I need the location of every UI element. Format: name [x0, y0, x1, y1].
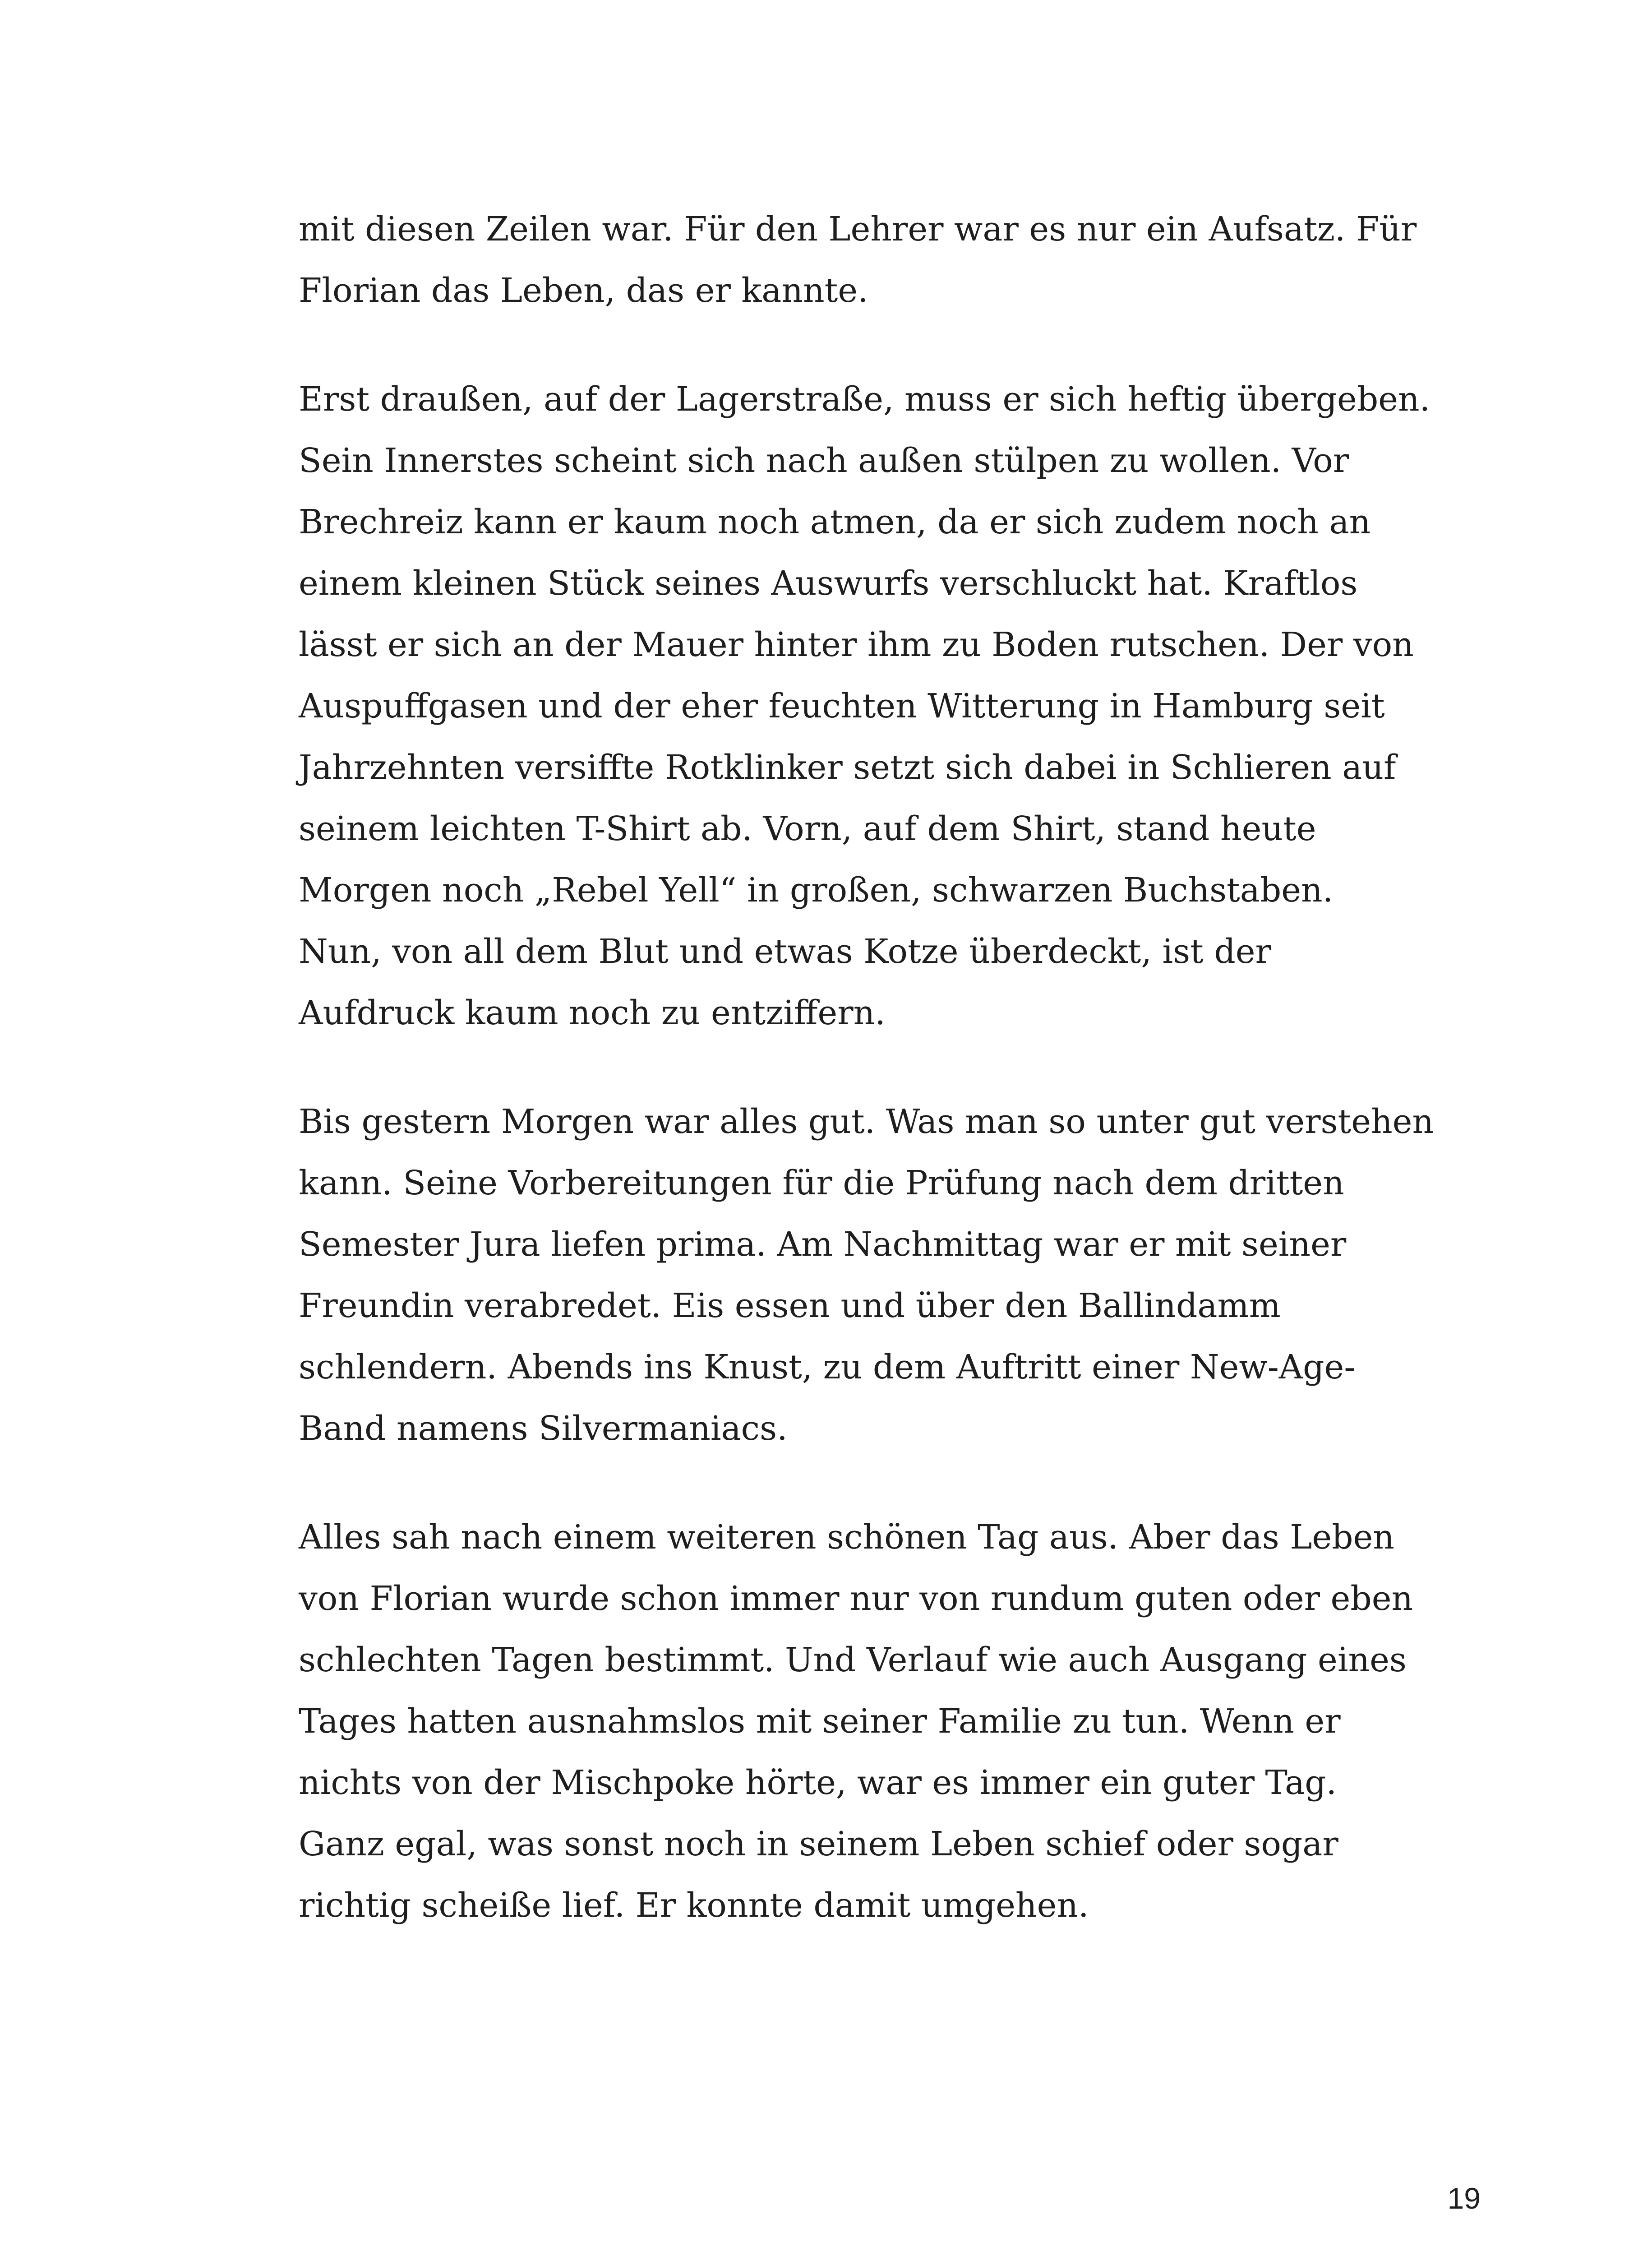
text-line: seinem leichten T-Shirt ab. Vorn, auf dem Shirt, stand heute	[299, 809, 1316, 848]
text-line: mit diesen Zeilen war. Für den Lehrer war es nur ein Aufsatz. Für	[299, 210, 1417, 249]
text-line: Sein Innerstes scheint sich nach außen stülpen zu wollen. Vor	[299, 441, 1349, 480]
text-line: Florian das Leben, das er kannte.	[299, 271, 868, 310]
text-line: von Florian wurde schon immer nur von rundum guten oder eben	[299, 1579, 1413, 1618]
text-line: richtig scheiße lief. Er konnte damit umgehen.	[299, 1886, 1089, 1925]
text-line: Auspuffgasen und der eher feuchten Witterung in Hamburg seit	[299, 687, 1385, 726]
text-line: Semester Jura liefen prima. Am Nachmittag war er mit seiner	[299, 1225, 1347, 1264]
body-text	[299, 199, 1481, 1983]
text-line: Bis gestern Morgen war alles gut. Was man so unter gut verstehen	[299, 1102, 1434, 1141]
paragraph-3	[299, 1091, 1481, 1459]
text-line: schlendern. Abends ins Knust, zu dem Auftritt einer New-Age-	[299, 1348, 1356, 1387]
text-line: Aufdruck kaum noch zu entziffern.	[299, 994, 886, 1032]
text-line: lässt er sich an der Mauer hinter ihm zu Boden rutschen. Der von	[299, 625, 1414, 664]
text-line: Band namens Silvermaniacs.	[299, 1409, 788, 1448]
text-line: Erst draußen, auf der Lagerstraße, muss er sich heftig übergeben.	[299, 380, 1431, 419]
text-line: Nun, von all dem Blut und etwas Kotze überdeckt, ist der	[299, 932, 1271, 971]
text-line: nichts von der Mischpoke hörte, war es immer ein guter Tag.	[299, 1763, 1337, 1802]
text-line: Morgen noch „Rebel Yell“ in großen, schwarzen Buchstaben.	[299, 871, 1334, 910]
text-line: Ganz egal, was sonst noch in seinem Leben schief oder sogar	[299, 1825, 1338, 1863]
paragraph-4	[299, 1507, 1481, 1936]
page-number: 19	[1447, 2182, 1481, 2215]
text-line: kann. Seine Vorbereitungen für die Prüfung nach dem dritten	[299, 1164, 1344, 1202]
text-line: Jahrzehnten versiffte Rotklinker setzt sich dabei in Schlieren auf	[299, 748, 1396, 787]
text-line: Tages hatten ausnahmslos mit seiner Familie zu tun. Wenn er	[299, 1702, 1341, 1741]
text-line: Brechreiz kann er kaum noch atmen, da er sich zudem noch an	[299, 503, 1371, 541]
text-line: Alles sah nach einem weiteren schönen Tag aus. Aber das Leben	[299, 1518, 1394, 1557]
paragraph-1	[299, 199, 1481, 321]
text-line: einem kleinen Stück seines Auswurfs verschluckt hat. Kraftlos	[299, 564, 1358, 603]
text-line: schlechten Tagen bestimmt. Und Verlauf wie auch Ausgang eines	[299, 1641, 1407, 1679]
paragraph-2	[299, 369, 1481, 1044]
text-line: Freundin verabredet. Eis essen und über den Ballindamm	[299, 1286, 1281, 1325]
